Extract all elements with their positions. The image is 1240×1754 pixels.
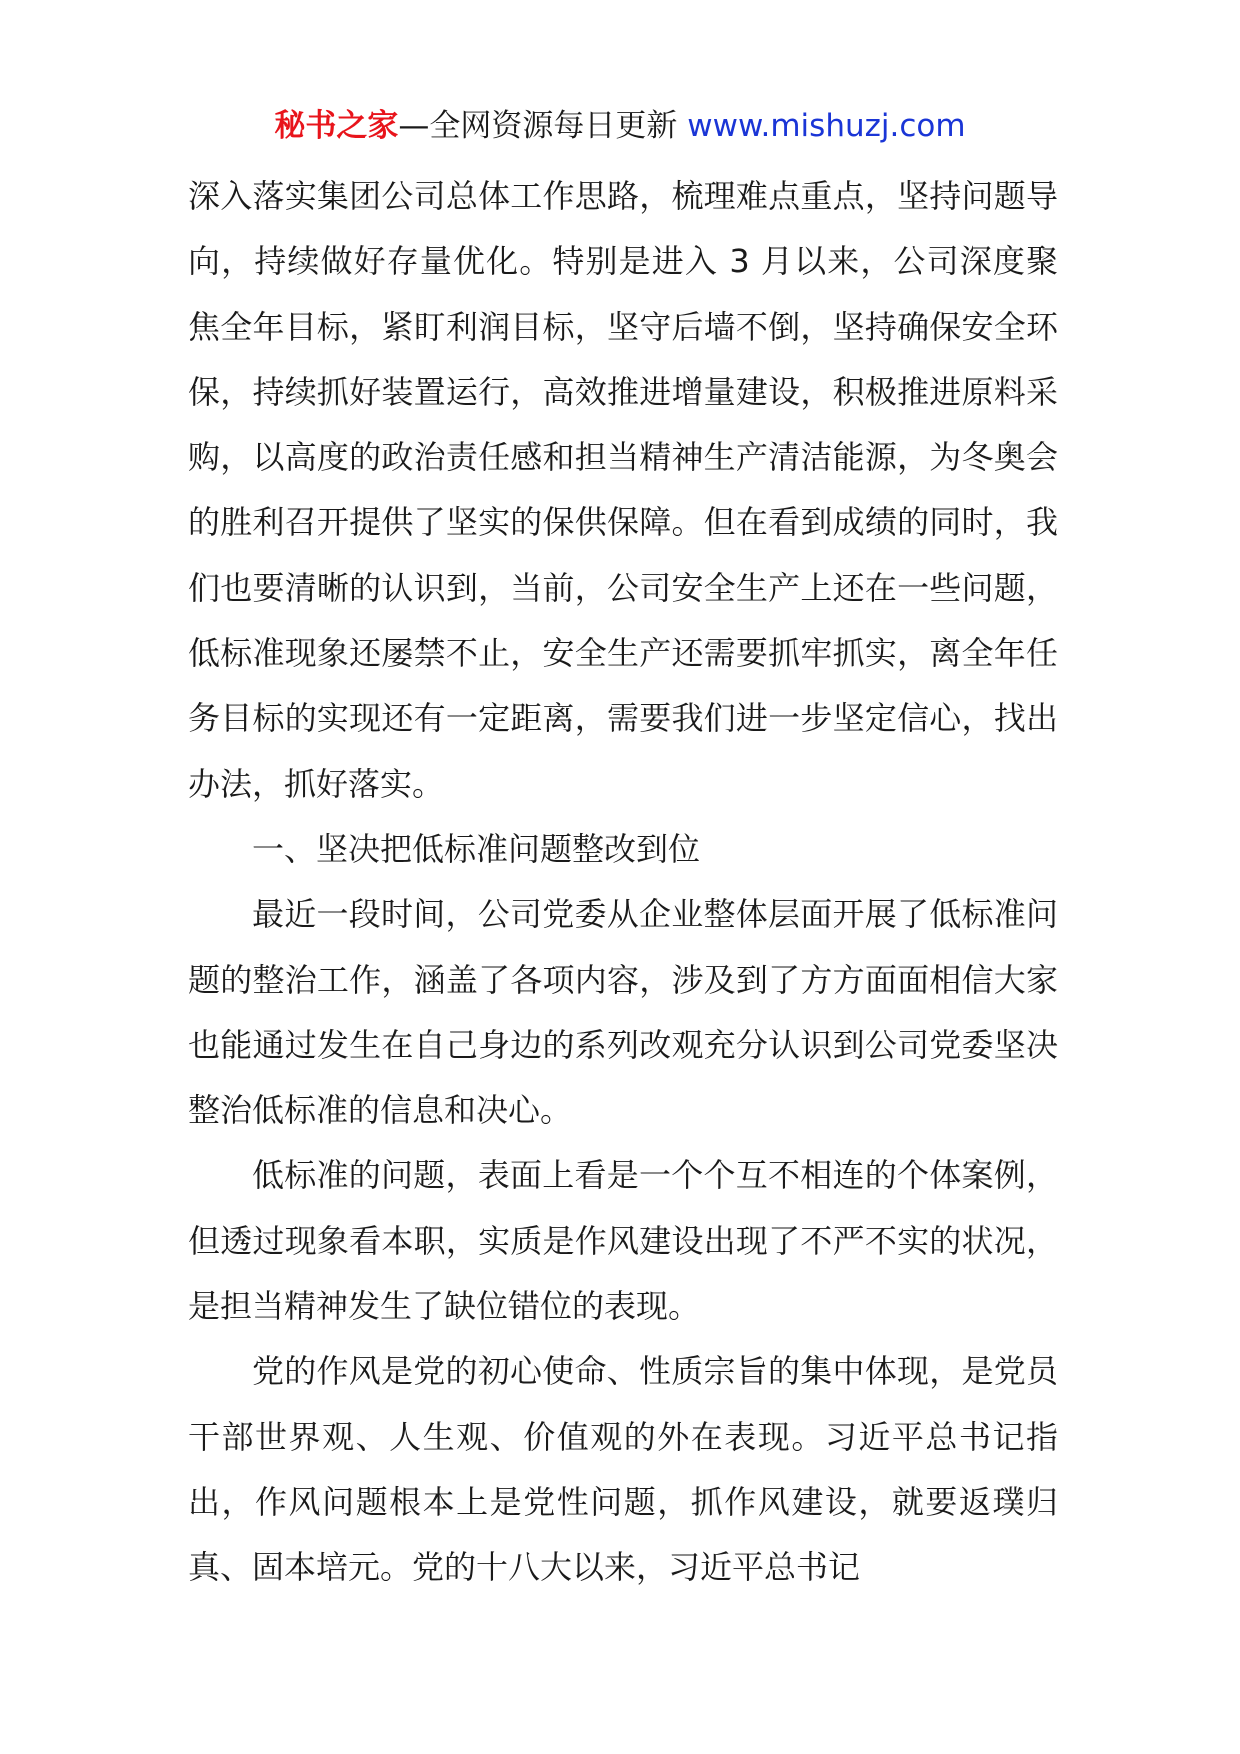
site-brand: 秘书之家 [274, 108, 399, 144]
paragraph: 低标准的问题，表面上看是一个个互不相连的个体案例，但透过现象看本职，实质是作风建设出现了不严不实的状况，是担当精神发生了缺位错位的表现。 [188, 1156, 1058, 1326]
paragraph: 党的作风是党的初心使命、性质宗旨的集中体现，是党员干部世界观、人生观、价值观的外在表现。习近平总书记指出，作风问题根本上是党性问题，抓作风建设，就要返璞归真、固本培元。党的十八大以来，习近平总书记 [188, 1352, 1058, 1587]
site-tagline: —全网资源每日更新 [398, 108, 688, 144]
site-header [0, 104, 1240, 148]
document-body [188, 164, 1058, 1601]
paragraph: 最近一段时间，公司党委从企业整体层面开展了低标准问题的整治工作，涵盖了各项内容，涉及到了方方面面相信大家也能通过发生在自己身边的系列改观充分认识到公司党委坚决整治低标准的信息和决心。 [188, 895, 1058, 1130]
site-url-link[interactable]: www.mishuzj.com [687, 108, 966, 144]
section-heading: 一、坚决把低标准问题整改到位 [252, 829, 701, 868]
paragraph-continuation: 深入落实集团公司总体工作思路，梳理难点重点，坚持问题导向，持续做好存量优化。特别是进入 3 月以来，公司深度聚焦全年目标，紧盯利润目标，坚守后墙不倒，坚持确保安全环保，持续抓好装置运行，高效推进增量建设，积极推进原料采购，以高度的政治责任感和担当精神生产清洁能源，为冬奥会的胜利召开提供了坚实的保供保障。但在看到成绩的同时，我们也要清晰的认识到，当前，公司安全生产上还在一些问题，低标准现象还屡禁不止，安全生产还需要抓牢抓实，离全年任务目标的实现还有一定距离，需要我们进一步坚定信心，找出办法，抓好落实。 [188, 177, 1058, 803]
